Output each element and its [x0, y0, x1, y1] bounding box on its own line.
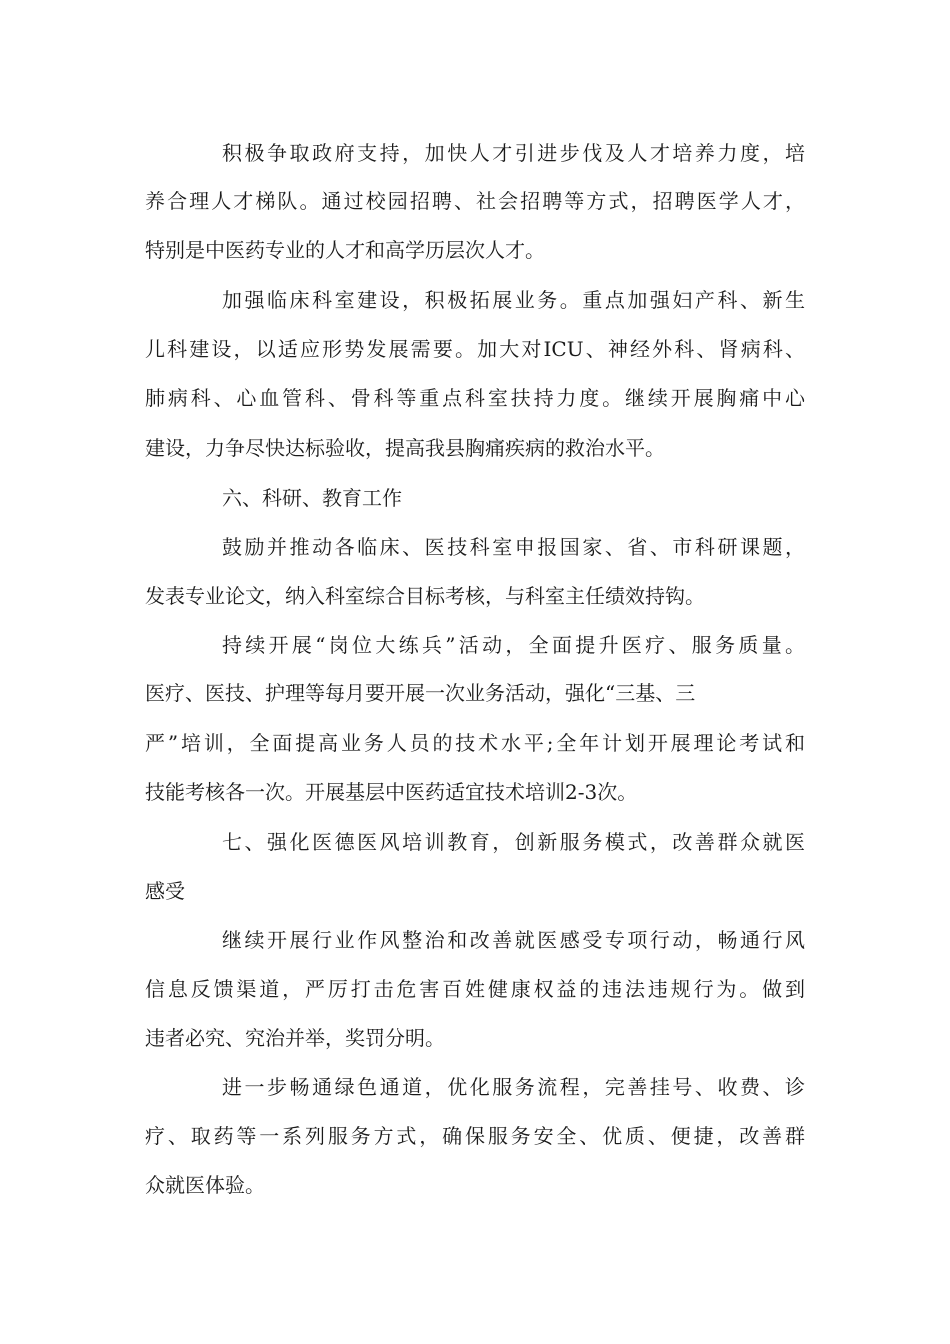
paragraph-line: 技能考核各一次。开展基层中医药适宜技术培训2-3次。	[145, 780, 638, 804]
paragraph-line: 严”培训，全面提高业务人员的技术水平;全年计划开展理论考试和	[145, 731, 805, 755]
paragraph-line: 鼓励并推动各临床、医技科室申报国家、省、市科研课题，	[222, 535, 805, 559]
section-heading: 七、强化医德医风培训教育，创新服务模式，改善群众就医	[222, 830, 805, 854]
paragraph-line: 肺病科、心血管科、骨科等重点科室扶持力度。继续开展胸痛中心	[145, 386, 805, 410]
paragraph-line: 继续开展行业作风整治和改善就医感受专项行动，畅通行风	[222, 928, 805, 952]
paragraph-line: 建设，力争尽快达标验收，提高我县胸痛疾病的救治水平。	[145, 436, 665, 460]
paragraph-line: 众就医体验。	[145, 1173, 265, 1197]
section-heading: 六、科研、教育工作	[222, 486, 402, 510]
paragraph-line: 持续开展“岗位大练兵”活动，全面提升医疗、服务质量。	[222, 633, 805, 657]
section-heading-continuation: 感受	[145, 879, 185, 903]
paragraph-line: 进一步畅通绿色通道，优化服务流程，完善挂号、收费、诊	[222, 1075, 805, 1099]
paragraph-line: 加强临床科室建设，积极拓展业务。重点加强妇产科、新生	[222, 288, 805, 312]
paragraph-line: 疗、取药等一系列服务方式，确保服务安全、优质、便捷，改善群	[145, 1124, 805, 1148]
paragraph-line: 养合理人才梯队。通过校园招聘、社会招聘等方式，招聘医学人才，	[145, 189, 805, 213]
paragraph-line: 违者必究、究治并举，奖罚分明。	[145, 1026, 445, 1050]
paragraph-line: 儿科建设，以适应形势发展需要。加大对ICU、神经外科、肾病科、	[145, 337, 805, 361]
paragraph-line: 特别是中医药专业的人才和高学历层次人才。	[145, 238, 545, 262]
paragraph-line: 信息反馈渠道，严厉打击危害百姓健康权益的违法违规行为。做到	[145, 977, 805, 1001]
paragraph-line: 发表专业论文，纳入科室综合目标考核，与科室主任绩效持钩。	[145, 584, 705, 608]
paragraph-line: 医疗、医技、护理等每月要开展一次业务活动，强化“三基、三	[145, 681, 696, 705]
paragraph-line: 积极争取政府支持，加快人才引进步伐及人才培养力度，培	[222, 141, 805, 165]
